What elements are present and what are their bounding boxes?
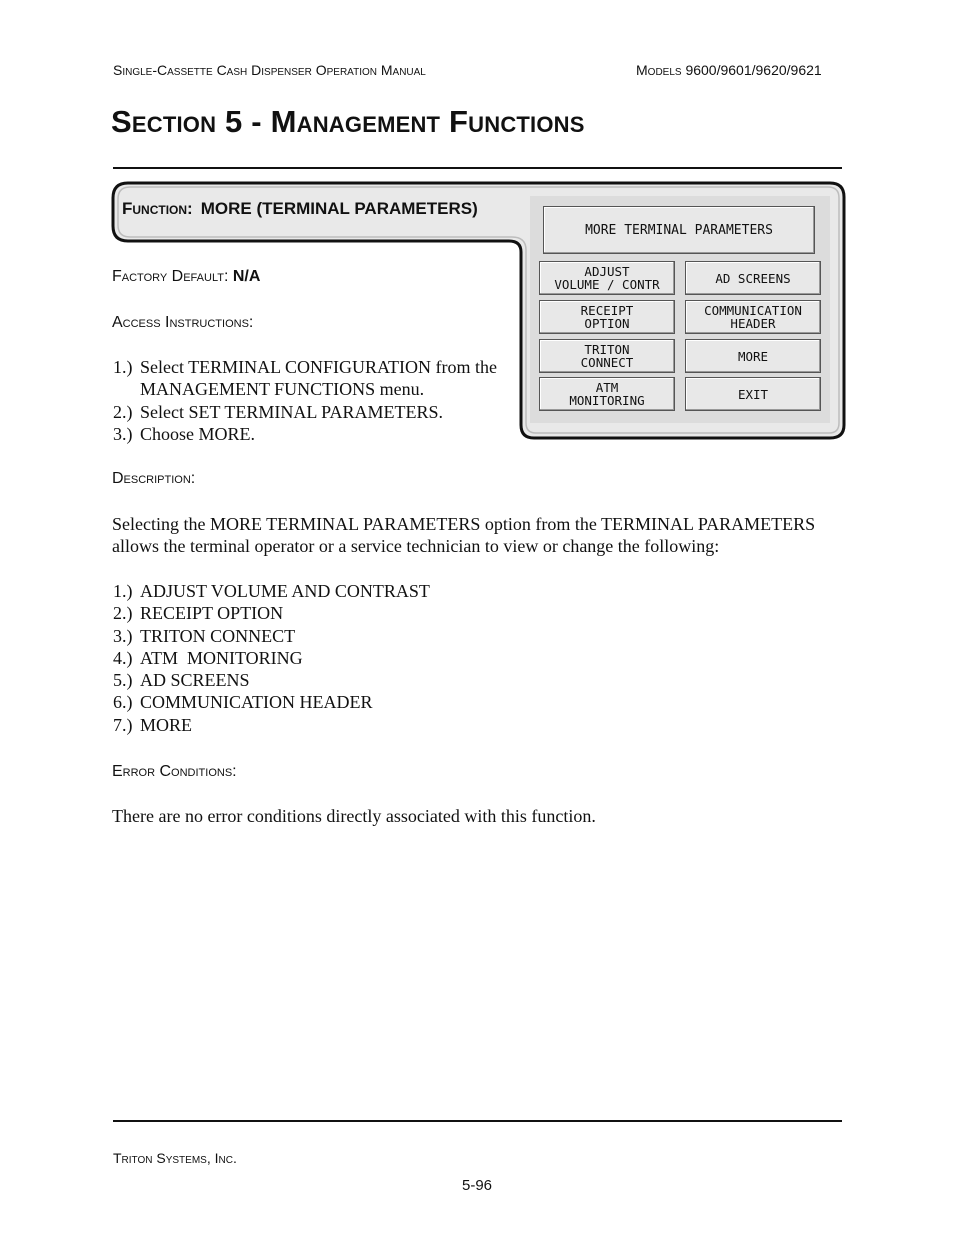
list-item: 2.) Select SET TERMINAL PARAMETERS. [113,401,444,422]
receipt-option-button[interactable]: RECEIPT OPTION [539,300,675,334]
list-item: 3.) Choose MORE. [113,423,256,444]
running-header-title: Single-Cassette Cash Dispenser Operation Manual [113,62,426,78]
function-title [122,199,478,219]
error-conditions-heading: Error Conditions: [112,763,237,780]
footer-rule [113,1120,842,1122]
atm-monitoring-button[interactable]: ATM MONITORING [539,377,675,411]
access-steps [113,356,523,445]
function-label: Function: [122,199,193,218]
function-name: MORE (TERMINAL PARAMETERS) [200,199,478,218]
description-items [113,580,613,736]
more-button[interactable]: MORE [685,339,821,373]
error-conditions-text: There are no error conditions directly associated with this function. [112,806,596,826]
description-text: Selecting the MORE TERMINAL PARAMETERS option from the TERMINAL PARAMETERS allows the terminal operator or a service technician to view or change the following: [112,514,816,557]
communication-header-button[interactable]: COMMUNICATION HEADER [685,300,821,334]
list-item: 3.) TRITON CONNECT [113,625,296,646]
exit-button[interactable]: EXIT [685,377,821,411]
list-item: 4.) ATM MONITORING [113,647,303,668]
running-header-models: Models 9600/9601/9620/9621 [636,62,822,78]
list-item: 2.) RECEIPT OPTION [113,603,284,624]
list-item: 1.) Select TERMINAL CONFIGURATION from the MANAGEMENT FUNCTIONS menu. [113,357,497,400]
screen-title: MORE TERMINAL PARAMETERS [543,206,815,254]
list-item: 5.) AD SCREENS [113,670,250,691]
list-item: 7.) MORE [113,714,193,735]
factory-default-label: Factory Default: [112,268,229,285]
footer-company: Triton Systems, Inc. [113,1150,237,1166]
list-item: 1.) ADJUST VOLUME AND CONTRAST [113,581,430,601]
ad-screens-button[interactable]: AD SCREENS [685,261,821,295]
description-heading: Description: [112,470,196,487]
factory-default-value: N/A [232,268,261,285]
access-instructions-heading: Access Instructions: [112,314,254,331]
page-number: 5-96 [461,1177,493,1194]
factory-default [112,268,260,286]
triton-connect-button[interactable]: TRITON CONNECT [539,339,675,373]
list-item: 6.) COMMUNICATION HEADER [113,692,373,713]
section-title: Section 5 - Management Functions [111,104,585,139]
adjust-volume-contrast-button[interactable]: ADJUST VOLUME / CONTR [539,261,675,295]
